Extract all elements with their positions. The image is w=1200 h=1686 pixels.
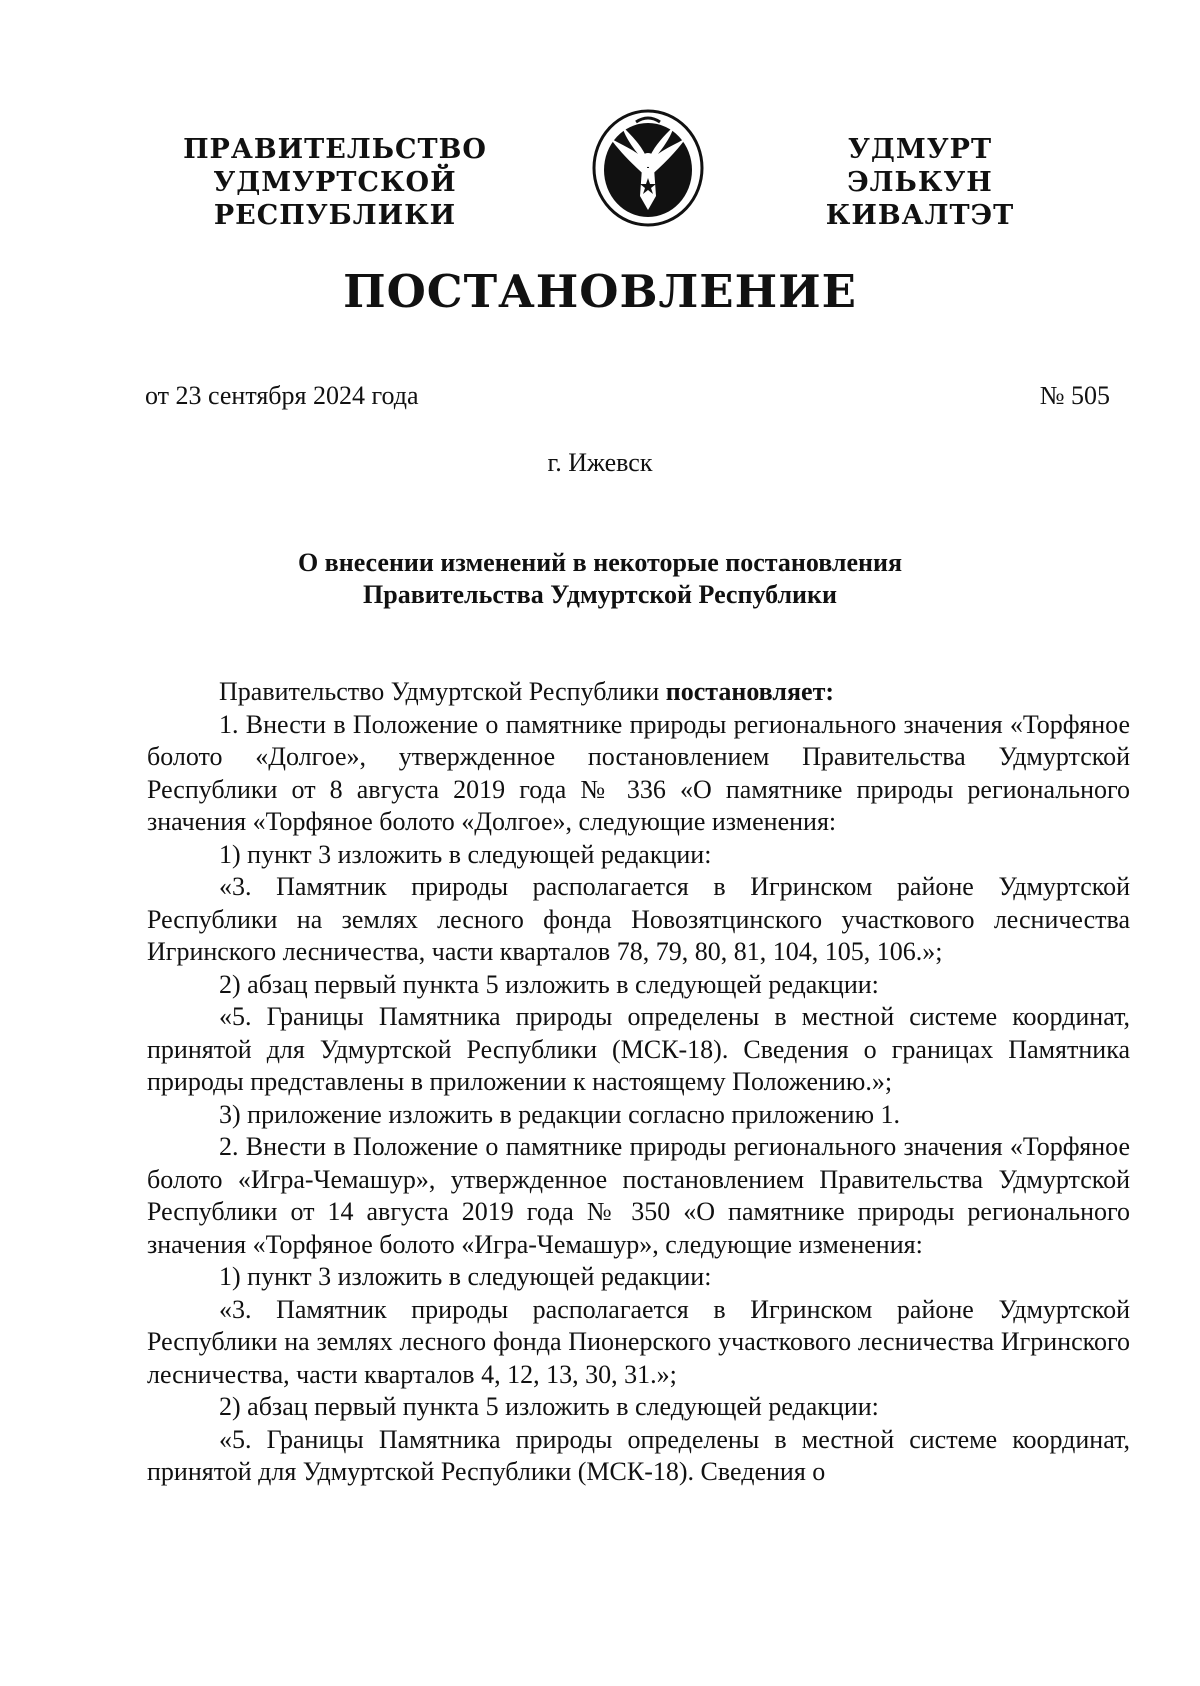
intro-paragraph (147, 676, 1130, 709)
document-date: от 23 сентября 2024 года (145, 381, 419, 410)
government-name-udmurt-line-1: УДМУРТ ЭЛЬКУН (847, 134, 993, 198)
body-paragraph: 2. Внести в Положение о памятнике природы регионального значения «Торфяное болото «Игра-Чемашур», утвержденное постановлением Правительства Удмуртской Республики от 14 августа 2019 года № 350 «О памятнике природы регионального значения «Торфяное болото «Игра-Чемашур», следующие изменения: (147, 1132, 1130, 1259)
document-city: г. Ижевск (547, 448, 653, 477)
government-name-russian (120, 133, 550, 232)
subject-line-1: О внесении изменений в некоторые постановления (297, 548, 903, 577)
body-paragraph: 1) пункт 3 изложить в следующей редакции: (219, 839, 712, 869)
intro-text: Правительство Удмуртской Республики (219, 677, 666, 706)
body-paragraph: 1. Внести в Положение о памятнике природы регионального значения «Торфяное болото «Долгое», утвержденное постановлением Правительства Удмуртской Республики от 8 августа 2019 года № 336 «О памятнике природы регионального значения «Торфяное болото «Долгое», следующие изменения: (147, 709, 1130, 836)
body-paragraph: «5. Границы Памятника природы определены в местной системе координат, принятой для Удмуртской Республики (МСК-18). Сведения о границах Памятника природы представлены в приложении к настоящему Положению.»; (147, 1002, 1130, 1096)
body-paragraph: 2) абзац первый пункта 5 изложить в следующей редакции: (219, 969, 879, 999)
body-paragraph: «5. Границы Памятника природы определены в местной системе координат, принятой для Удмуртской Республики (МСК-18). Сведения о (147, 1424, 1130, 1486)
government-name-udmurt-line-2: КИВАЛТЭТ (825, 200, 1015, 231)
body-paragraph: «3. Памятник природы располагается в Игринском районе Удмуртской Республики на землях лесного фонда Пионерского участкового лесничества Игринского лесничества, части кварталов 4, 12, 13, 30, 31.»; (147, 1294, 1130, 1389)
body-paragraph: 3) приложение изложить в редакции согласно приложению 1. (219, 1099, 900, 1129)
government-name-line-2: УДМУРТСКОЙ РЕСПУБЛИКИ (213, 167, 457, 231)
subject-line-2: Правительства Удмуртской Республики (363, 580, 837, 609)
document-number: № 505 (1039, 381, 1110, 410)
government-name-line-1: ПРАВИТЕЛЬСТВО (183, 134, 487, 165)
body-paragraph: 1) пункт 3 изложить в следующей редакции: (219, 1262, 712, 1291)
government-name-udmurt (770, 133, 1070, 232)
document-body (147, 676, 1130, 1489)
document-subject (0, 547, 1200, 611)
body-paragraph: 2) абзац первый пункта 5 изложить в следующей редакции: (219, 1392, 879, 1421)
intro-decree-word: постановляет: (665, 677, 834, 706)
document-title: ПОСТАНОВЛЕНИЕ (343, 265, 857, 318)
body-paragraph: «3. Памятник природы располагается в Игринском районе Удмуртской Республики на землях лесного фонда Новозятцинского участкового лесничества Игринского лесничества, части кварталов 78, 79, 80, 81, 104, 105, 106.»; (147, 872, 1130, 966)
coat-of-arms-icon (590, 108, 706, 228)
